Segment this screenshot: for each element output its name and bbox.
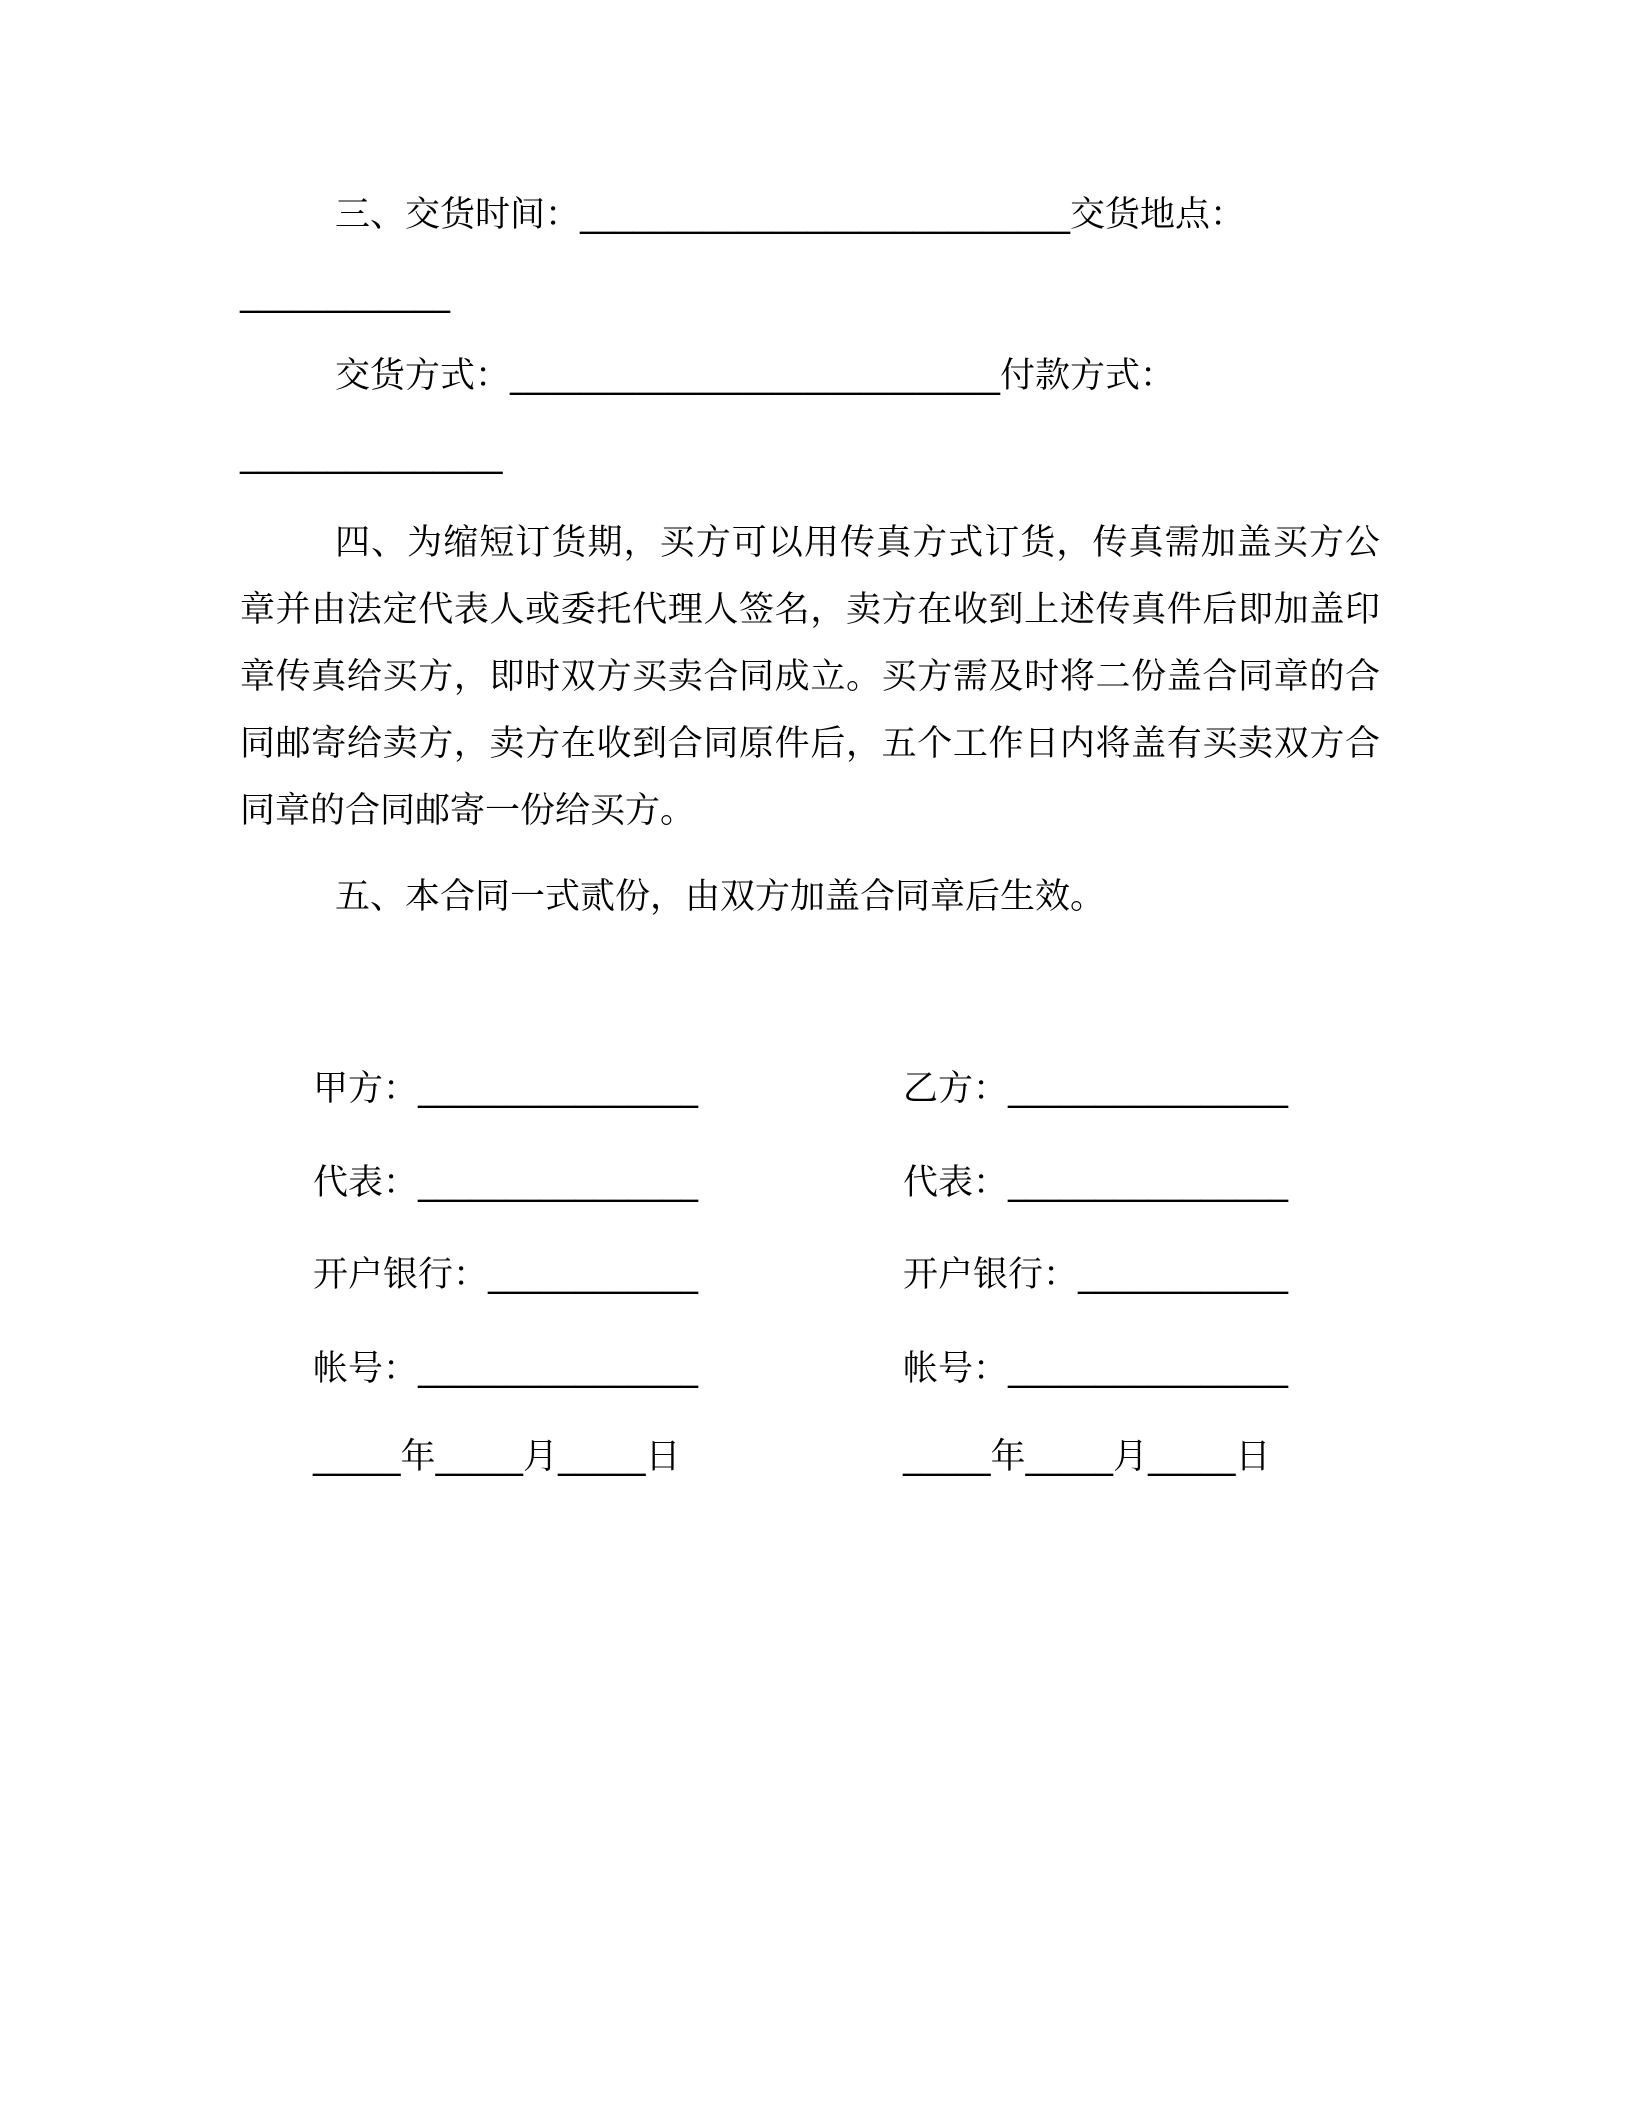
delivery-time-label: 三、交货时间： — [335, 195, 581, 235]
party-a-day-label: 日 — [645, 1437, 681, 1477]
party-a-blank: ________________ — [418, 1069, 699, 1109]
payment-method-blank-line — [240, 433, 503, 477]
party-b-month-blank: _____ — [1025, 1437, 1114, 1477]
party-b-month-label: 月 — [1113, 1437, 1149, 1477]
delivery-method-line — [335, 354, 1175, 398]
party-a-rep-blank: ________________ — [418, 1163, 699, 1203]
delivery-method-label: 交货方式： — [335, 356, 511, 396]
party-b-rep-line — [903, 1161, 1288, 1205]
party-b-day-label: 日 — [1235, 1437, 1271, 1477]
party-a-bank-blank: ____________ — [488, 1255, 699, 1295]
section-five-line: 五、本合同一式贰份，由双方加盖合同章后生效。 — [335, 877, 1106, 917]
party-a-date-line — [313, 1435, 681, 1479]
party-a-bank-label: 开户银行： — [313, 1255, 489, 1295]
party-b-bank-blank: ____________ — [1078, 1255, 1289, 1295]
payment-method-label: 付款方式： — [1000, 356, 1176, 396]
payment-method-blank: _______________ — [240, 435, 503, 475]
party-a-name-line — [313, 1067, 698, 1111]
party-a-month-blank: _____ — [435, 1437, 524, 1477]
party-a-month-label: 月 — [523, 1437, 559, 1477]
party-a-day-blank: _____ — [558, 1437, 646, 1477]
party-b-date-line — [903, 1435, 1271, 1479]
party-a-year-blank: _____ — [313, 1437, 401, 1477]
party-a-account-blank: ________________ — [418, 1349, 699, 1389]
party-b-label: 乙方： — [903, 1069, 1009, 1109]
party-b-year-blank: _____ — [903, 1437, 991, 1477]
party-b-name-line — [903, 1067, 1288, 1111]
delivery-place-blank: ____________ — [240, 274, 450, 314]
party-a-rep-line — [313, 1161, 698, 1205]
party-b-bank-label: 开户银行： — [903, 1255, 1079, 1295]
party-b-rep-label: 代表： — [903, 1163, 1009, 1203]
party-b-account-label: 帐号： — [903, 1349, 1009, 1389]
party-b-day-blank: _____ — [1148, 1437, 1236, 1477]
delivery-time-line — [335, 193, 1245, 237]
party-a-bank-line — [313, 1253, 698, 1297]
party-b-account-blank: ________________ — [1008, 1349, 1289, 1389]
party-b-rep-blank: ________________ — [1008, 1163, 1289, 1203]
section-four-paragraph: 四、为缩短订货期，买方可以用传真方式订货，传真需加盖买方公章并由法定代表人或委托代理人签名，卖方在收到上述传真件后即加盖印章传真给买方，即时双方买卖合同成立。买方需及时将二份盖合同章的合同邮寄给卖方，卖方在收到合同原件后，五个工作日内将盖有买卖双方合同章的合同邮寄一份给买方。 — [240, 523, 1380, 831]
party-b-blank: ________________ — [1008, 1069, 1289, 1109]
party-b-year-label: 年 — [990, 1437, 1026, 1477]
delivery-place-blank-line — [240, 272, 450, 316]
party-a-rep-label: 代表： — [313, 1163, 419, 1203]
party-a-account-label: 帐号： — [313, 1349, 419, 1389]
delivery-time-blank: ____________________________ — [580, 195, 1071, 235]
delivery-method-blank: ____________________________ — [510, 356, 1001, 396]
party-b-account-line — [903, 1347, 1288, 1391]
party-a-year-label: 年 — [400, 1437, 436, 1477]
party-a-account-line — [313, 1347, 698, 1391]
party-b-bank-line — [903, 1253, 1288, 1297]
delivery-place-label: 交货地点： — [1070, 195, 1246, 235]
party-a-label: 甲方： — [313, 1069, 419, 1109]
